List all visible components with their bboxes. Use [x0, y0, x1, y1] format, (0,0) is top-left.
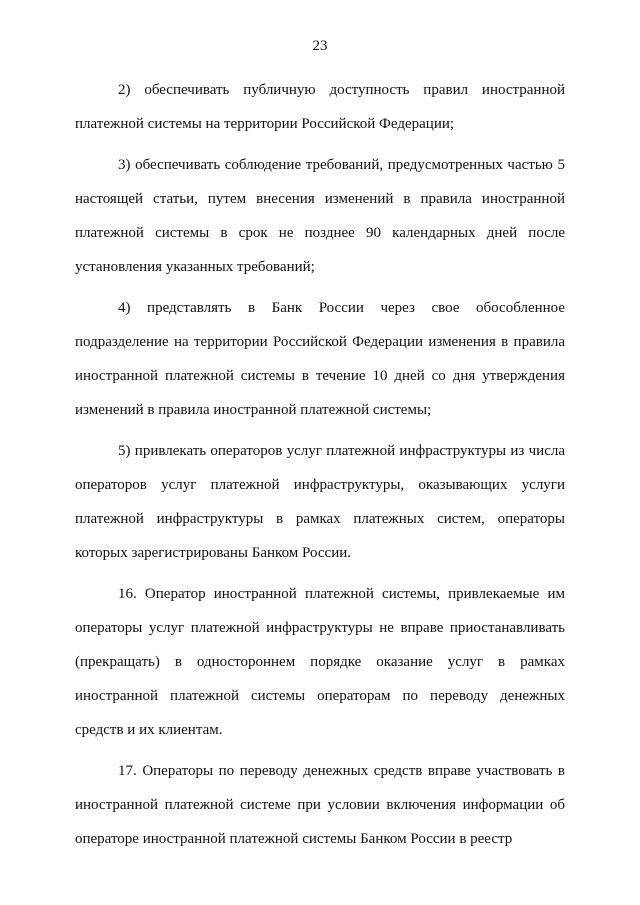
paragraph-item-4: 4) представлять в Банк России через свое обособленное подразделение на территории Российской Федерации изменения в правила иностранной платежной системы в течение 10 дней со дня утверждения изменений в правила иностранной платежной системы; [75, 300, 565, 418]
page-number: 23 [312, 38, 328, 54]
paragraph-item-3: 3) обеспечивать соблюдение требований, предусмотренных частью 5 настоящей статьи, путем внесения изменений в правила иностранной платежной системы в срок не позднее 90 календарных дней после установления указанных требований; [75, 157, 565, 275]
paragraph-clause-17: 17. Операторы по переводу денежных средств вправе участвовать в иностранной платежной системе при условии включения информации об операторе иностранной платежной системы Банком России в реестр [75, 763, 565, 847]
document-body [75, 73, 565, 863]
paragraph-item-5: 5) привлекать операторов услуг платежной инфраструктуры из числа операторов услуг платежной инфраструктуры, оказывающих услуги платежной инфраструктуры в рамках платежных систем, операторы которых зарегистрированы Банком России. [75, 443, 565, 561]
paragraph-item-2: 2) обеспечивать публичную доступность правил иностранной платежной системы на территории Российской Федерации; [75, 82, 565, 132]
paragraph-clause-16: 16. Оператор иностранной платежной системы, привлекаемые им операторы услуг платежной инфраструктуры не вправе приостанавливать (прекращать) в одностороннем порядке оказание услуг в рамках иностранной платежной системы операторам по переводу денежных средств и их клиентам. [75, 586, 565, 738]
